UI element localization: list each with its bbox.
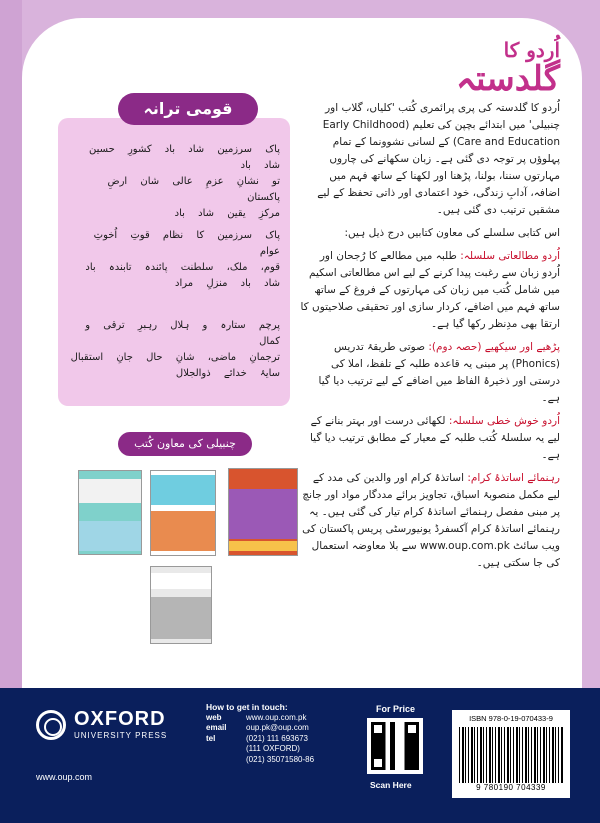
book-cover-image xyxy=(228,468,298,556)
barcode-image xyxy=(459,727,563,783)
barcode-block xyxy=(452,710,570,798)
price-label: For Price xyxy=(376,704,416,714)
anthem-stanza xyxy=(70,318,280,382)
publisher-name: OXFORD xyxy=(74,708,166,730)
footer xyxy=(0,688,600,823)
companion-books-label: چنبیلی کی معاون کُتب xyxy=(118,432,252,456)
anthem-line: قوم، ملک، سلطنت پائندہ تابندہ باد xyxy=(85,262,280,273)
section-handwriting xyxy=(300,413,560,464)
section-teacher-guide xyxy=(300,470,560,572)
series-title-line1: اُردو کا xyxy=(503,38,560,62)
contact-tel[interactable]: (021) 111 693673 xyxy=(246,733,308,743)
contact-tel-alt: (111 OXFORD) xyxy=(246,744,300,753)
contact-block xyxy=(206,702,314,765)
contact-email[interactable]: oup.pk@oup.com xyxy=(246,723,309,732)
section-reading-series xyxy=(300,248,560,333)
series-description xyxy=(300,100,560,578)
anthem-line: پرچم ستارہ و ہلال رہبرِ ترقی و کمال xyxy=(85,320,280,347)
anthem-title: قومی ترانہ xyxy=(118,93,258,125)
anthem-stanza xyxy=(70,142,280,222)
section-body: اساتذۂ کرام اور والدین کی مدد کے لیے مکمل منصوبۂ اسباق، تجاویز برائے مددگار مواد اور جانچ پر مبنی مفصل رہنمائے اساتذۂ کرام تیار کی گئی ہیں۔ یہ رہنمائے اساتذۂ کرام آکسفرڈ یونیورسٹی پریس پاکستان کی ویب سائٹ www.oup.com.pk سے بلا معاوضہ استعمال کی جا سکتی ہیں۔ xyxy=(302,472,560,569)
contact-row: tel (021) 111 693673 xyxy=(206,733,308,743)
oxford-logo-icon xyxy=(36,710,66,740)
isbn-text: ISBN 978-0-19-070433-9 xyxy=(469,714,553,723)
contact-row: web www.oup.com.pk xyxy=(206,712,307,722)
barcode-number: 9 780190 704339 xyxy=(476,783,546,792)
section-title: رہنمائے اساتذۂ کرام: xyxy=(467,472,560,484)
anthem-line: تو نشانِ عزمِ عالی شان ارضِ پاکستان xyxy=(107,176,280,203)
anthem-line: پاک سرزمین کا نظام قوتِ اُخوتِ عوام xyxy=(93,230,280,257)
contact-tel-2[interactable]: (021) 35071580-86 xyxy=(246,754,315,764)
anthem-line: مرکزِ یقین شاد باد xyxy=(174,208,280,219)
section-phonics xyxy=(300,339,560,407)
intro-paragraph: اُردو کا گلدستہ کی پری پرائمری کُتب 'کلیاں، گلاب اور چنبیلی' میں ابتدائے بچپن کی تعلیم (Early Childhood Care and Education) کے لسانی نشوونما کے تمام پہلوؤں پر توجہ دی گئی ہے۔ زبان سکھانے کی چاروں مہارتوں سننا، بولنا، پڑھنا اور لکھنا کے ساتھ فہم میں اضافہ، آدابِ زندگی، خود اعتمادی اور ذاتی تحفظ کے لیے مشقیں ترتیب دی گئی ہیں۔ xyxy=(317,102,560,216)
scan-label: Scan Here xyxy=(370,780,412,790)
companion-intro: اس کتابی سلسلے کی معاون کتابیں درج ذیل ہیں: xyxy=(344,227,560,239)
book-cover-image xyxy=(150,470,216,556)
anthem-stanza xyxy=(70,228,280,292)
section-body: صوتی طریقۂ تدریس (Phonics) پر مبنی یہ قاعدہ طلبہ کے تلفظ، املا کی درستی اور ذخیرۂ الفاظ میں اضافے کے لیے ترتیب دیا گیا ہے۔ xyxy=(318,341,560,404)
section-title: پڑھیے اور سیکھیے (حصہ دوم): xyxy=(428,341,560,353)
contact-web[interactable]: www.oup.com.pk xyxy=(246,712,307,722)
series-title xyxy=(456,40,560,98)
anthem-line: سایۂ خدائے ذوالجلال xyxy=(175,368,280,379)
qr-code[interactable] xyxy=(367,718,423,774)
section-body: لکھائی درست اور بہتر بنانے کے لیے یہ سلسلۂ کُتب طلبہ کے معیار کے مطابق ترتیب دیا گیا ہے۔ xyxy=(309,415,560,461)
section-title: اُردو خوش خطی سلسلہ: xyxy=(448,415,560,427)
publisher-website[interactable]: www.oup.com xyxy=(36,772,93,782)
anthem-line: پاک سرزمین شاد باد کشورِ حسین شاد باد xyxy=(89,144,280,171)
contact-heading: How to get in touch: xyxy=(206,702,288,712)
book-cover-image xyxy=(150,566,212,644)
series-title-line2: گلدستہ xyxy=(456,59,560,99)
section-body: طلبہ میں مطالعے کا رُجحان اور اُردو زبان سے رغبت پیدا کرنے کے لیے اس مطالعاتی اسکیم میں شامل کُتب میں زبان کی مہارتوں کے فروغ کے ساتھ ساتھ فہم میں اضافے، کردار سازی اور تحقیقی صلاحیتوں کا ارتقا بھی مدِنظر رکھا گیا ہے۔ xyxy=(300,250,560,330)
contact-row: email oup.pk@oup.com xyxy=(206,723,309,732)
anthem-line: شاد باد منزلِ مراد xyxy=(175,278,280,289)
publisher-subtitle: UNIVERSITY PRESS xyxy=(74,731,168,740)
book-cover-image xyxy=(78,470,142,555)
contact-row xyxy=(206,744,314,755)
anthem-line: ترجمانِ ماضی، شانِ حال جانِ استقبال xyxy=(70,352,280,363)
contact-row xyxy=(206,755,314,766)
section-title: اُردو مطالعاتی سلسلہ: xyxy=(460,250,560,262)
